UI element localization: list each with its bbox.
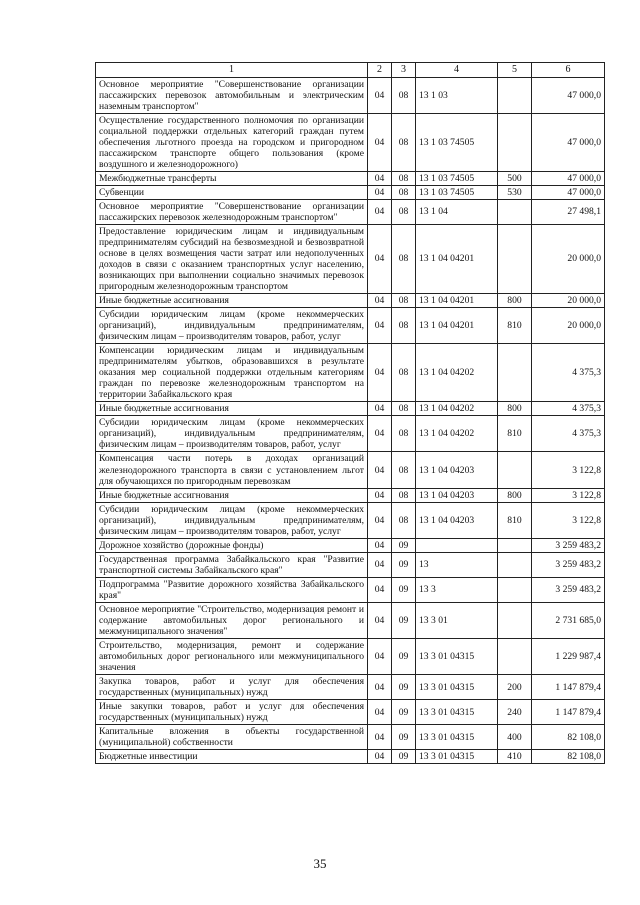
row-amount: 3 259 483,2 (532, 552, 605, 577)
row-description: Капитальные вложения в объекты государственной (муниципальной) собственности (96, 725, 368, 750)
col-header-1: 1 (96, 63, 368, 78)
row-description: Иные бюджетные ассигнования (96, 402, 368, 416)
row-subsection: 09 (392, 577, 416, 602)
row-expense-type: 810 (498, 502, 532, 538)
row-target-article: 13 3 01 04315 (416, 638, 498, 674)
row-description: Субсидии юридическим лицам (кроме некоммерческих организаций), индивидуальным предпринимателям, физическим лицам – производителям товаров, работ, услуг (96, 416, 368, 452)
row-section: 04 (368, 538, 392, 552)
row-expense-type: 410 (498, 750, 532, 764)
row-section: 04 (368, 700, 392, 725)
row-subsection: 08 (392, 402, 416, 416)
row-amount: 3 122,8 (532, 488, 605, 502)
row-subsection: 08 (392, 416, 416, 452)
row-description: Основное мероприятие "Совершенствование организации пассажирских перевозок автомобильным и электрическим наземным транспортом" (96, 77, 368, 113)
row-description: Подпрограмма "Развитие дорожного хозяйства Забайкальского края" (96, 577, 368, 602)
table-row (96, 185, 605, 199)
row-subsection: 08 (392, 294, 416, 308)
row-description: Компенсации юридическим лицам и индивидуальным предпринимателям убытков, образовавшихся в результате оказания мер социальной поддержки отдельным категориям граждан по перевозке железнодорожным транспортом на территории Забайкальского края (96, 344, 368, 402)
row-section: 04 (368, 725, 392, 750)
row-amount: 1 229 987,4 (532, 638, 605, 674)
row-subsection: 08 (392, 185, 416, 199)
row-description: Бюджетные инвестиции (96, 750, 368, 764)
table-row (96, 488, 605, 502)
row-amount: 20 000,0 (532, 294, 605, 308)
table-row (96, 294, 605, 308)
row-description: Закупка товаров, работ и услуг для обеспечения государственных (муниципальных) нужд (96, 675, 368, 700)
row-target-article: 13 (416, 552, 498, 577)
row-expense-type (498, 77, 532, 113)
row-target-article: 13 1 03 74505 (416, 113, 498, 171)
row-amount: 4 375,3 (532, 344, 605, 402)
row-section: 04 (368, 675, 392, 700)
row-section: 04 (368, 602, 392, 638)
row-expense-type (498, 113, 532, 171)
table-row (96, 577, 605, 602)
row-expense-type (498, 199, 532, 224)
table-header-row (96, 63, 605, 78)
row-section: 04 (368, 750, 392, 764)
row-section: 04 (368, 199, 392, 224)
row-subsection: 08 (392, 502, 416, 538)
table-row (96, 602, 605, 638)
row-subsection: 08 (392, 199, 416, 224)
row-description: Основное мероприятие "Строительство, модернизация ремонт и содержание автомобильных дорог регионального и межмуниципального значения" (96, 602, 368, 638)
row-amount: 3 259 483,2 (532, 577, 605, 602)
row-subsection: 08 (392, 171, 416, 185)
row-expense-type: 800 (498, 402, 532, 416)
row-section: 04 (368, 488, 392, 502)
row-subsection: 09 (392, 725, 416, 750)
row-amount: 47 000,0 (532, 171, 605, 185)
table-row (96, 675, 605, 700)
row-section: 04 (368, 577, 392, 602)
row-section: 04 (368, 308, 392, 344)
table-row (96, 344, 605, 402)
row-description: Основное мероприятие "Совершенствование организации пассажирских перевозок железнодорожным транспортом" (96, 199, 368, 224)
row-subsection: 08 (392, 344, 416, 402)
row-amount: 47 000,0 (532, 113, 605, 171)
row-section: 04 (368, 402, 392, 416)
table-row (96, 402, 605, 416)
table-row (96, 700, 605, 725)
table-row (96, 224, 605, 293)
row-expense-type (498, 224, 532, 293)
row-target-article: 13 3 01 (416, 602, 498, 638)
table-row (96, 725, 605, 750)
table-row (96, 538, 605, 552)
table-row (96, 638, 605, 674)
row-expense-type (498, 577, 532, 602)
table-row (96, 552, 605, 577)
row-expense-type: 530 (498, 185, 532, 199)
row-expense-type: 400 (498, 725, 532, 750)
row-amount: 20 000,0 (532, 308, 605, 344)
row-target-article: 13 1 04 04203 (416, 488, 498, 502)
row-section: 04 (368, 416, 392, 452)
row-expense-type: 240 (498, 700, 532, 725)
row-section: 04 (368, 185, 392, 199)
row-subsection: 09 (392, 638, 416, 674)
col-header-2: 2 (368, 63, 392, 78)
budget-table-body (96, 63, 605, 764)
row-target-article (416, 538, 498, 552)
row-expense-type (498, 638, 532, 674)
row-target-article: 13 3 01 04315 (416, 700, 498, 725)
row-section: 04 (368, 113, 392, 171)
row-target-article: 13 1 03 (416, 77, 498, 113)
row-description: Иные бюджетные ассигнования (96, 294, 368, 308)
row-subsection: 09 (392, 552, 416, 577)
row-subsection: 09 (392, 700, 416, 725)
row-subsection: 08 (392, 308, 416, 344)
col-header-4: 4 (416, 63, 498, 78)
row-subsection: 09 (392, 675, 416, 700)
row-description: Субсидии юридическим лицам (кроме некоммерческих организаций), индивидуальным предпринимателям, физическим лицам – производителям товаров, работ, услуг (96, 502, 368, 538)
row-section: 04 (368, 452, 392, 488)
row-subsection: 08 (392, 224, 416, 293)
row-description: Иные бюджетные ассигнования (96, 488, 368, 502)
row-target-article: 13 1 04 04203 (416, 502, 498, 538)
row-expense-type (498, 344, 532, 402)
table-row (96, 750, 605, 764)
page-number: 35 (313, 856, 327, 871)
row-amount: 4 375,3 (532, 416, 605, 452)
row-target-article: 13 1 03 74505 (416, 171, 498, 185)
row-target-article: 13 1 04 04201 (416, 294, 498, 308)
row-target-article: 13 1 04 04202 (416, 416, 498, 452)
row-amount: 3 122,8 (532, 452, 605, 488)
row-subsection: 09 (392, 538, 416, 552)
row-description: Субсидии юридическим лицам (кроме некоммерческих организаций), индивидуальным предпринимателям, физическим лицам – производителям товаров, работ, услуг (96, 308, 368, 344)
row-description: Государственная программа Забайкальского края "Развитие транспортной системы Забайкальского края" (96, 552, 368, 577)
row-subsection: 08 (392, 113, 416, 171)
row-amount: 4 375,3 (532, 402, 605, 416)
row-expense-type (498, 538, 532, 552)
row-section: 04 (368, 344, 392, 402)
row-target-article: 13 1 04 (416, 199, 498, 224)
row-section: 04 (368, 77, 392, 113)
row-amount: 2 731 685,0 (532, 602, 605, 638)
table-row (96, 416, 605, 452)
row-amount: 20 000,0 (532, 224, 605, 293)
row-expense-type (498, 452, 532, 488)
row-description: Иные закупки товаров, работ и услуг для обеспечения государственных (муниципальных) нужд (96, 700, 368, 725)
table-row (96, 502, 605, 538)
row-section: 04 (368, 552, 392, 577)
row-target-article: 13 3 01 04315 (416, 750, 498, 764)
row-amount: 1 147 879,4 (532, 675, 605, 700)
row-subsection: 09 (392, 602, 416, 638)
row-target-article: 13 1 04 04201 (416, 308, 498, 344)
row-target-article: 13 1 04 04201 (416, 224, 498, 293)
row-section: 04 (368, 224, 392, 293)
row-target-article: 13 1 04 04202 (416, 402, 498, 416)
row-subsection: 08 (392, 452, 416, 488)
table-row (96, 452, 605, 488)
row-target-article: 13 3 (416, 577, 498, 602)
table-row (96, 113, 605, 171)
row-target-article: 13 3 01 04315 (416, 675, 498, 700)
row-description: Субвенции (96, 185, 368, 199)
row-expense-type: 810 (498, 308, 532, 344)
row-description: Осуществление государственного полномочия по организации социальной поддержки отдельных категорий граждан путем обеспечения льготного проезда на городском и пригородном пассажирском транспорте общего пользования (кроме воздушного и железнодорожного) (96, 113, 368, 171)
row-amount: 3 259 483,2 (532, 538, 605, 552)
row-amount: 82 108,0 (532, 750, 605, 764)
budget-table (95, 62, 605, 764)
col-header-6: 6 (532, 63, 605, 78)
col-header-5: 5 (498, 63, 532, 78)
row-description: Предоставление юридическим лицам и индивидуальным предпринимателям субсидий на безвозмездной и безвозвратной основе в целях возмещения части затрат или недополученных доходов в связи с оказанием транспортных услуг населению, возникающих при выполнении социально значимых перевозок пригородным железнодорожным транспортом (96, 224, 368, 293)
row-section: 04 (368, 502, 392, 538)
row-amount: 47 000,0 (532, 77, 605, 113)
row-subsection: 08 (392, 77, 416, 113)
col-header-3: 3 (392, 63, 416, 78)
row-expense-type (498, 552, 532, 577)
row-section: 04 (368, 638, 392, 674)
table-row (96, 308, 605, 344)
row-subsection: 08 (392, 488, 416, 502)
row-expense-type: 800 (498, 294, 532, 308)
row-amount: 82 108,0 (532, 725, 605, 750)
row-amount: 3 122,8 (532, 502, 605, 538)
row-target-article: 13 1 04 04202 (416, 344, 498, 402)
row-amount: 47 000,0 (532, 185, 605, 199)
row-expense-type: 500 (498, 171, 532, 185)
row-target-article: 13 3 01 04315 (416, 725, 498, 750)
row-amount: 27 498,1 (532, 199, 605, 224)
row-description: Межбюджетные трансферты (96, 171, 368, 185)
row-subsection: 09 (392, 750, 416, 764)
row-expense-type: 200 (498, 675, 532, 700)
row-expense-type: 810 (498, 416, 532, 452)
row-amount: 1 147 879,4 (532, 700, 605, 725)
row-description: Дорожное хозяйство (дорожные фонды) (96, 538, 368, 552)
row-expense-type (498, 602, 532, 638)
row-description: Компенсация части потерь в доходах организаций железнодорожного транспорта в связи с установлением льгот для обучающихся по пригородным перевозкам (96, 452, 368, 488)
table-row (96, 171, 605, 185)
row-target-article: 13 1 03 74505 (416, 185, 498, 199)
row-section: 04 (368, 294, 392, 308)
table-row (96, 77, 605, 113)
row-expense-type: 800 (498, 488, 532, 502)
table-row (96, 199, 605, 224)
row-description: Строительство, модернизация, ремонт и содержание автомобильных дорог регионального или межмуниципального значения (96, 638, 368, 674)
row-target-article: 13 1 04 04203 (416, 452, 498, 488)
row-section: 04 (368, 171, 392, 185)
